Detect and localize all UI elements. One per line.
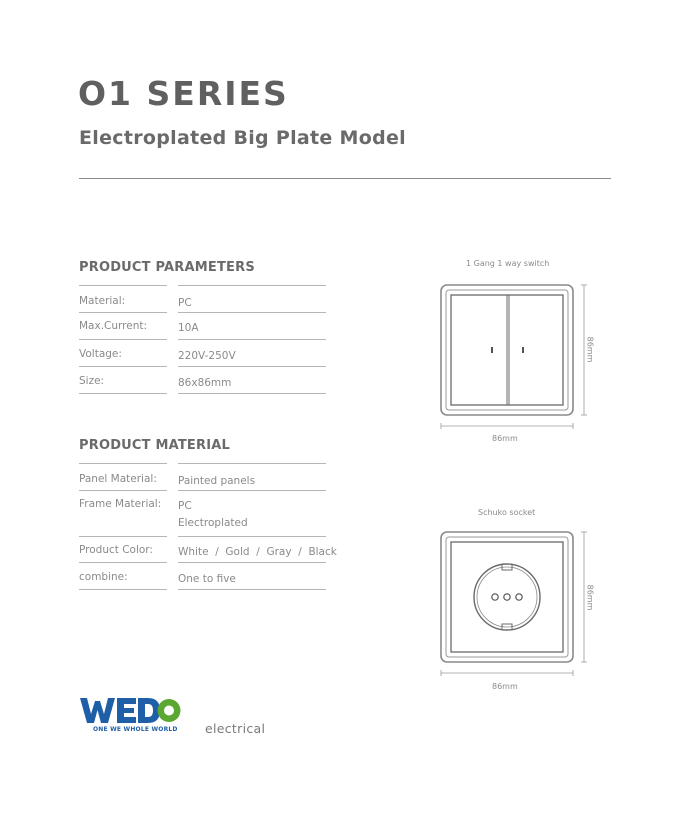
divider — [178, 562, 326, 563]
divider — [79, 463, 167, 464]
material-label: Frame Material: — [79, 498, 162, 510]
header-divider — [79, 178, 611, 179]
logo-tagline: ONE WE WHOLE WORLD — [93, 726, 178, 733]
divider — [79, 562, 167, 563]
series-subtitle: Electroplated Big Plate Model — [79, 127, 406, 149]
material-title: PRODUCT MATERIAL — [79, 438, 230, 453]
divider — [178, 393, 326, 394]
parameters-title: PRODUCT PARAMETERS — [79, 260, 255, 275]
param-value: 10A — [178, 322, 199, 334]
material-label: Product Color: — [79, 544, 153, 556]
switch-diagram-label: 1 Gang 1 way switch — [466, 259, 550, 268]
material-value: One to five — [178, 573, 236, 585]
material-label: combine: — [79, 571, 128, 583]
material-value: Painted panels — [178, 475, 256, 487]
divider — [178, 589, 326, 590]
socket-diagram — [435, 527, 605, 682]
material-label: Panel Material: — [79, 473, 157, 485]
switch-height-label: 86mm — [585, 336, 595, 363]
material-value-secondary: Electroplated — [178, 517, 248, 529]
wedo-logo — [80, 696, 182, 726]
socket-height-label: 86mm — [585, 584, 595, 611]
socket-width-label: 86mm — [492, 682, 518, 691]
switch-diagram — [435, 280, 605, 435]
divider — [178, 463, 326, 464]
param-label: Size: — [79, 375, 105, 387]
param-label: Voltage: — [79, 348, 122, 360]
divider — [79, 285, 167, 286]
divider — [79, 393, 167, 394]
divider — [79, 312, 167, 313]
param-value: 220V-250V — [178, 350, 236, 362]
switch-width-label: 86mm — [492, 434, 518, 443]
param-label: Max.Current: — [79, 320, 148, 332]
divider — [178, 490, 326, 491]
param-label: Material: — [79, 295, 126, 307]
material-value: White / Gold / Gray / Black — [178, 546, 337, 558]
divider — [178, 285, 326, 286]
series-title: O1 SERIES — [78, 74, 289, 113]
socket-diagram-label: Schuko socket — [478, 508, 536, 517]
divider — [178, 366, 326, 367]
material-value: PC — [178, 500, 192, 512]
divider — [178, 312, 326, 313]
divider — [79, 366, 167, 367]
param-value: PC — [178, 297, 192, 309]
divider — [178, 536, 326, 537]
divider — [79, 536, 167, 537]
brand-suffix: electrical — [205, 721, 266, 736]
param-value: 86x86mm — [178, 377, 232, 389]
divider — [178, 339, 326, 340]
divider — [79, 490, 167, 491]
divider — [79, 589, 167, 590]
divider — [79, 339, 167, 340]
